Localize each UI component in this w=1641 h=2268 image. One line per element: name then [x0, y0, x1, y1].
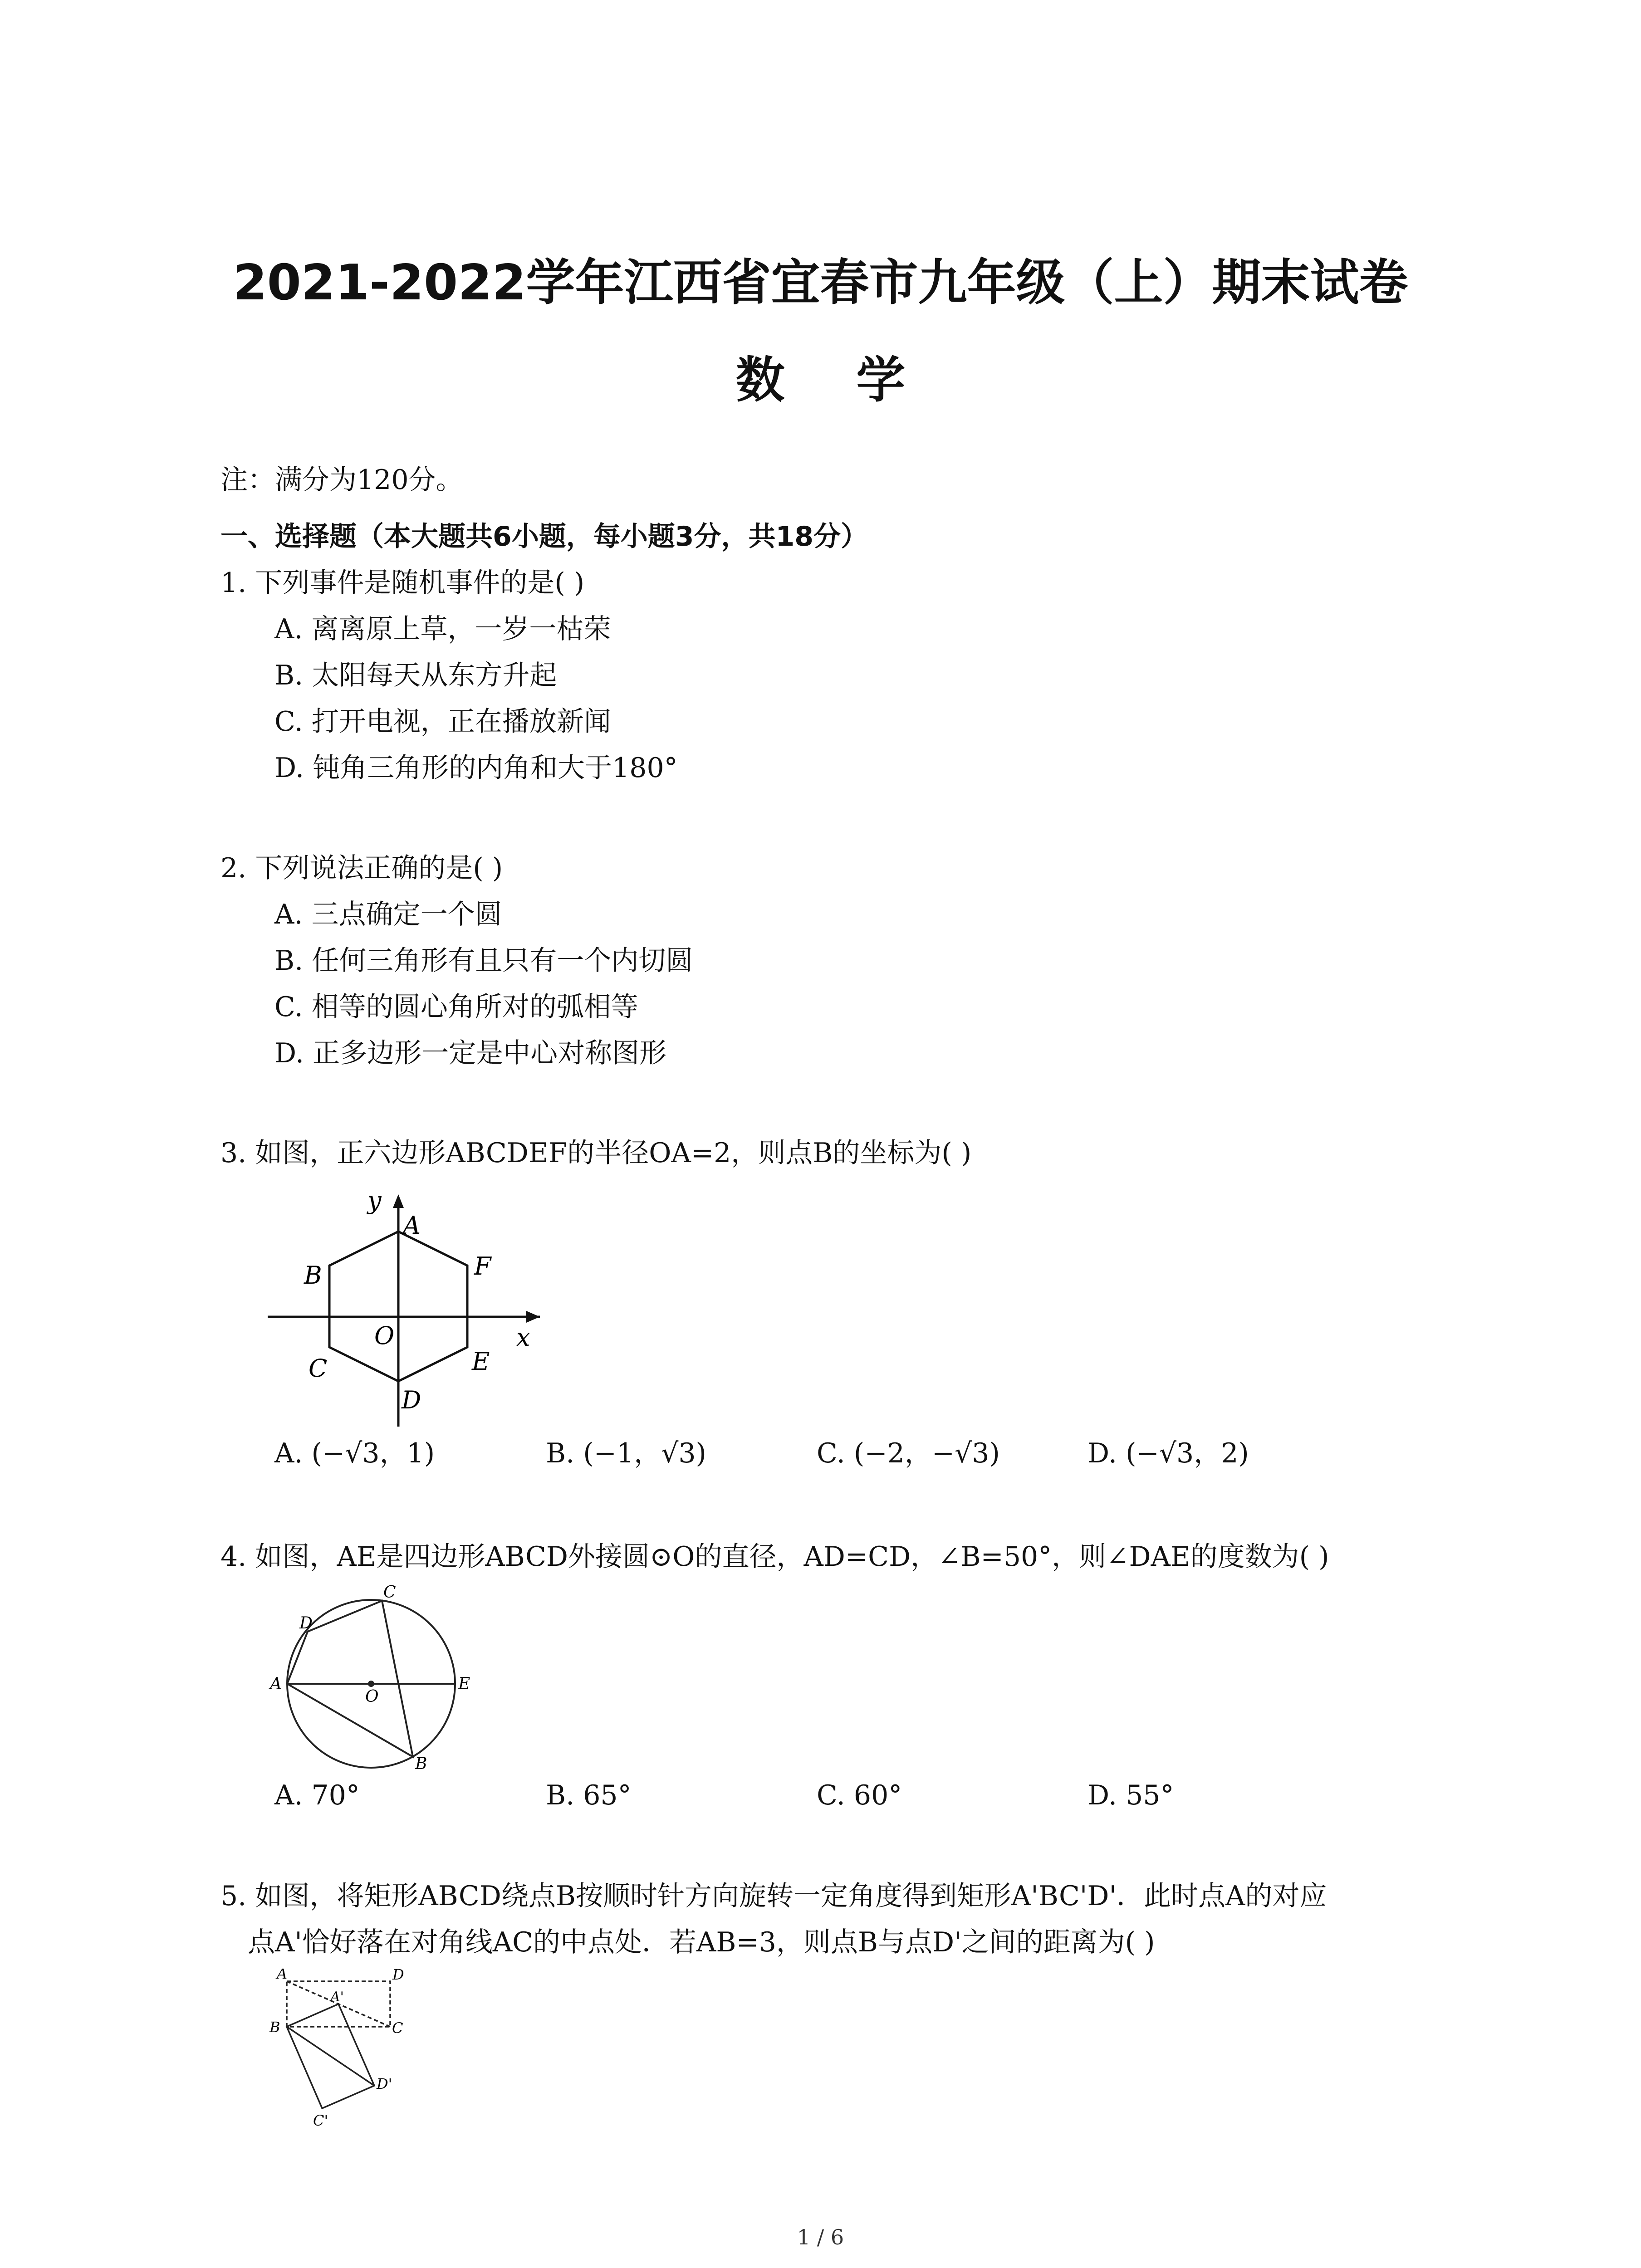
hexagon-figure	[254, 1182, 572, 1436]
question-4-stem: 4. 如图，AE是四边形ABCD外接圆⊙O的直径，AD=CD，∠B=50°，则∠DAE的度数为( )	[220, 1541, 1329, 1573]
label-e: E	[472, 1347, 490, 1376]
label-d: D	[299, 1614, 313, 1633]
question-1-option-c: C. 打开电视，正在播放新闻	[274, 706, 611, 738]
question-3-option-b: B. (−1，√3)	[546, 1437, 706, 1469]
rectangle-rotation-figure	[263, 1969, 436, 2141]
label-a: A	[270, 1675, 282, 1693]
label-a-prime: A'	[330, 1989, 344, 2005]
question-4-option-c: C. 60°	[817, 1779, 902, 1811]
question-2-option-a: A. 三点确定一个圆	[274, 899, 502, 930]
label-x: x	[516, 1323, 530, 1352]
label-a: A	[403, 1211, 421, 1240]
label-b: B	[269, 2019, 280, 2036]
section-title: 一、选择题（本大题共6小题，每小题3分，共18分）	[220, 521, 868, 552]
label-b: B	[415, 1755, 427, 1773]
question-4-option-d: D. 55°	[1087, 1779, 1174, 1811]
question-2-stem: 2. 下列说法正确的是( )	[220, 852, 503, 884]
question-1-option-b: B. 太阳每天从东方升起	[274, 660, 557, 691]
label-c: C	[383, 1583, 396, 1602]
label-e: E	[458, 1675, 470, 1693]
question-4-option-a: A. 70°	[274, 1779, 360, 1811]
label-a: A	[277, 1969, 288, 1982]
score-note: 注：满分为120分。	[220, 464, 463, 496]
label-b: B	[304, 1261, 322, 1290]
label-y: y	[367, 1186, 382, 1215]
label-o: O	[374, 1321, 395, 1350]
question-5-stem-line-2: 点A'恰好落在对角线AC的中点处．若AB=3，则点B与点D'之间的距离为( )	[248, 1926, 1155, 1958]
question-3-option-c: C. (−2，−√3)	[817, 1437, 1000, 1469]
question-3-stem: 3. 如图，正六边形ABCDEF的半径OA=2，则点B的坐标为( )	[220, 1137, 972, 1169]
page-title: 2021-2022学年江西省宜春市九年级（上）期末试卷	[233, 254, 1408, 311]
label-c-prime: C'	[313, 2112, 328, 2129]
question-3-option-a: A. (−√3，1)	[274, 1437, 435, 1469]
question-2-option-d: D. 正多边形一定是中心对称图形	[274, 1037, 667, 1069]
label-d-prime: D'	[377, 2075, 392, 2092]
label-o: O	[365, 1687, 379, 1706]
label-d: D	[392, 1969, 404, 1983]
page-number: 1 / 6	[797, 2225, 844, 2249]
subject-title: 数 学	[735, 352, 933, 409]
question-2-option-c: C. 相等的圆心角所对的弧相等	[274, 991, 638, 1023]
label-c: C	[309, 1354, 328, 1383]
question-2-option-b: B. 任何三角形有且只有一个内切圆	[274, 945, 693, 977]
question-4-option-b: B. 65°	[546, 1779, 632, 1811]
question-1-option-d: D. 钝角三角形的内角和大于180°	[274, 752, 678, 784]
question-1-stem: 1. 下列事件是随机事件的是( )	[220, 567, 585, 599]
label-c: C	[392, 2019, 403, 2037]
question-1-option-a: A. 离离原上草，一岁一枯荣	[274, 613, 611, 645]
question-5-stem-line-1: 5. 如图，将矩形ABCD绕点B按顺时针方向旋转一定角度得到矩形A'BC'D'．此时点A的对应	[220, 1880, 1327, 1912]
label-d: D	[402, 1386, 421, 1414]
circle-figure	[263, 1579, 499, 1778]
label-f: F	[474, 1252, 491, 1281]
question-3-option-d: D. (−√3，2)	[1087, 1437, 1249, 1469]
